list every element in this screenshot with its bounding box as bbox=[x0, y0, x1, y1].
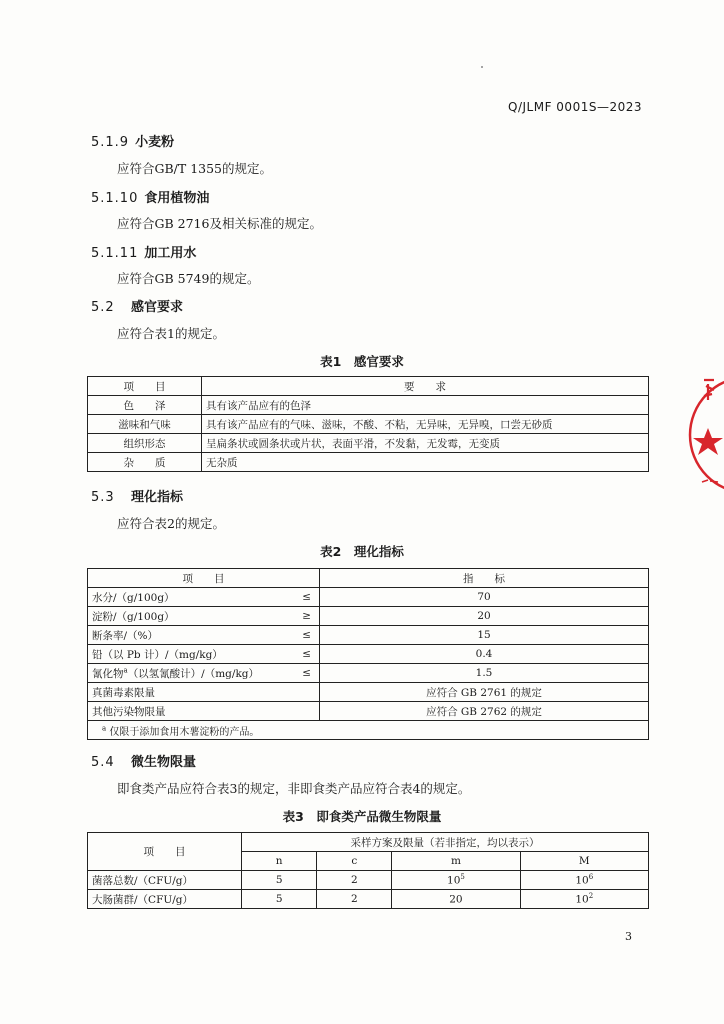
section-heading: 5.3 理化指标 bbox=[91, 490, 184, 505]
table-cell: 菌落总数/（CFU/g） bbox=[88, 871, 242, 890]
table-row bbox=[88, 453, 649, 472]
table-cell: 20 bbox=[320, 607, 649, 626]
company-seal-stamp bbox=[688, 370, 724, 500]
table-cell: 0.4 bbox=[320, 645, 649, 664]
table-cell: 15 bbox=[320, 626, 649, 645]
comparison-symbol: ≥ bbox=[277, 607, 320, 626]
sensory-requirements-table bbox=[87, 376, 649, 472]
table-row bbox=[88, 588, 649, 607]
microbial-limits-table bbox=[87, 832, 649, 909]
table-cell: 水分/（g/100g） bbox=[88, 588, 278, 607]
table-cell: 70 bbox=[320, 588, 649, 607]
scan-artifact bbox=[481, 66, 483, 68]
table-header-cell: 项 目 bbox=[88, 377, 202, 396]
section-text: 应符合表2的规定。 bbox=[117, 516, 225, 531]
table-header-cell: 指 标 bbox=[320, 569, 649, 588]
table-row bbox=[88, 607, 649, 626]
table-cell: $10^6$ bbox=[520, 871, 648, 890]
table-row bbox=[88, 396, 649, 415]
physicochemical-table bbox=[87, 568, 649, 740]
table-header-cell: 采样方案及限量（若非指定，均以表示） bbox=[242, 833, 649, 852]
table-row bbox=[88, 871, 649, 890]
table-cell: 其他污染物限量 bbox=[88, 702, 320, 721]
section-heading: 5.1.10 食用植物油 bbox=[91, 191, 210, 206]
section-heading: 5.1.11 加工用水 bbox=[91, 246, 197, 261]
table-header-row bbox=[88, 377, 649, 396]
footnote-marker: a bbox=[123, 666, 128, 674]
table-cell: 组织形态 bbox=[88, 434, 202, 453]
table-header-cell: n bbox=[242, 852, 317, 871]
table-cell: 滋味和气味 bbox=[88, 415, 202, 434]
table-row bbox=[88, 626, 649, 645]
table-header-row bbox=[88, 569, 649, 588]
table-cell: 2 bbox=[317, 890, 392, 909]
section-text: 应符合表1的规定。 bbox=[117, 326, 225, 341]
comparison-symbol: ≤ bbox=[277, 664, 320, 683]
section-heading: 5.1.9 小麦粉 bbox=[91, 135, 175, 150]
table-header-cell: 要 求 bbox=[202, 377, 649, 396]
table2-caption: 表2 理化指标 bbox=[320, 544, 404, 559]
table-footnote: $^a$ 仅限于添加食用木薯淀粉的产品。 bbox=[88, 721, 649, 740]
section-heading: 5.4 微生物限量 bbox=[91, 755, 197, 770]
table-row bbox=[88, 702, 649, 721]
table1-caption: 表1 感官要求 bbox=[320, 354, 404, 369]
table-row bbox=[88, 890, 649, 909]
table-header-cell: 项 目 bbox=[88, 833, 242, 871]
table-cell: 应符合 GB 2761 的规定 bbox=[320, 683, 649, 702]
section-text: 应符合GB 5749的规定。 bbox=[117, 271, 260, 286]
seal-star-icon bbox=[693, 428, 723, 455]
table-header-cell: 项 目 bbox=[88, 569, 320, 588]
table-cell: $10^2$ bbox=[520, 890, 648, 909]
table-cell: 20 bbox=[392, 890, 520, 909]
section-heading: 5.2 感官要求 bbox=[91, 300, 184, 315]
table-cell: 色 泽 bbox=[88, 396, 202, 415]
section-text: 应符合GB/T 1355的规定。 bbox=[117, 161, 273, 176]
table-row bbox=[88, 434, 649, 453]
table3-caption: 表3 即食类产品微生物限量 bbox=[282, 809, 442, 824]
table-cell: 具有该产品应有的气味、滋味，不酸、不粘，无异味，无异嗅，口尝无砂质 bbox=[202, 415, 649, 434]
table-cell: $10^5$ bbox=[392, 871, 520, 890]
table-cell: 应符合 GB 2762 的规定 bbox=[320, 702, 649, 721]
table-cell: 5 bbox=[242, 890, 317, 909]
seal-graphic bbox=[688, 370, 724, 500]
comparison-symbol: ≤ bbox=[277, 588, 320, 607]
table-cell: 淀粉/（g/100g） bbox=[88, 607, 278, 626]
table-cell: 氰化物$^a$（以氢氰酸计）/（mg/kg） bbox=[88, 664, 278, 683]
section-text: 应符合GB 2716及相关标准的规定。 bbox=[117, 216, 322, 231]
table-row bbox=[88, 683, 649, 702]
table-cell: 1.5 bbox=[320, 664, 649, 683]
table-footnote-row bbox=[88, 721, 649, 740]
table-cell: 大肠菌群/（CFU/g） bbox=[88, 890, 242, 909]
table-cell: 杂 质 bbox=[88, 453, 202, 472]
table-row bbox=[88, 664, 649, 683]
table-header-cell: m bbox=[392, 852, 520, 871]
table-cell: 呈扁条状或圆条状或片状，表面平滑，不发黏，无发霉，无变质 bbox=[202, 434, 649, 453]
table-header-cell: c bbox=[317, 852, 392, 871]
table-header-row bbox=[88, 833, 649, 852]
page-number: 3 bbox=[625, 930, 632, 943]
comparison-symbol: ≤ bbox=[277, 645, 320, 664]
table-cell: 断条率/（%） bbox=[88, 626, 278, 645]
table-cell: 真菌毒素限量 bbox=[88, 683, 320, 702]
table-header-cell: M bbox=[520, 852, 648, 871]
table-cell: 5 bbox=[242, 871, 317, 890]
section-text: 即食类产品应符合表3的规定，非即食类产品应符合表4的规定。 bbox=[117, 781, 471, 796]
table-cell: 铅（以 Pb 计）/（mg/kg） bbox=[88, 645, 278, 664]
table-cell: 无杂质 bbox=[202, 453, 649, 472]
table-row bbox=[88, 415, 649, 434]
document-code: Q/JLMF 0001S—2023 bbox=[508, 100, 642, 114]
comparison-symbol: ≤ bbox=[277, 626, 320, 645]
table-cell: 具有该产品应有的色泽 bbox=[202, 396, 649, 415]
table-row bbox=[88, 645, 649, 664]
table-cell: 2 bbox=[317, 871, 392, 890]
